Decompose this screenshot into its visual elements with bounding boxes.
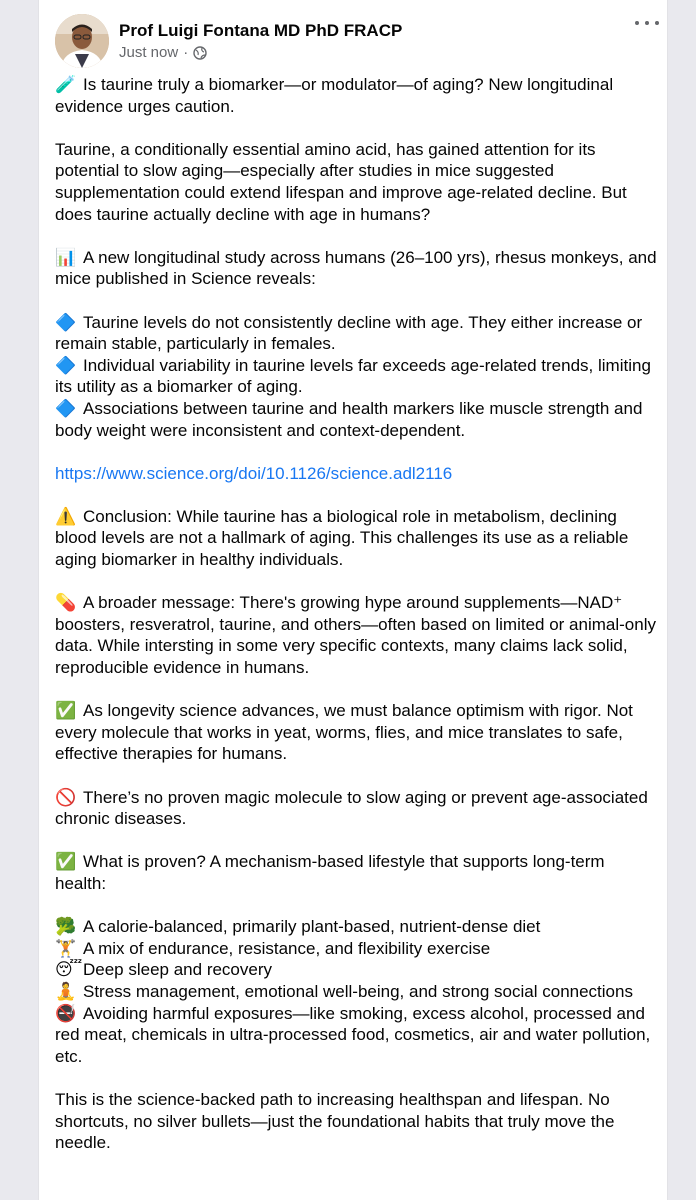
list-item: 🔷 Taurine levels do not consistently decline with age. They either increase or remain stable, particularly in females. <box>55 312 643 354</box>
conclusion-paragraph: ⚠️ Conclusion: While taurine has a biological role in metabolism, declining blood levels are not a hallmark of aging. This challenges its use as a reliable aging biomarker in healthy individuals. <box>55 506 629 570</box>
link-paragraph <box>55 463 659 485</box>
broader-paragraph: 💊 A broader message: There's growing hype around supplements—NAD⁺ boosters, resveratrol, taurine, and others—often based on limited or animal-only data. While intersting in some very specific contexts, many claims lack solid, reproducible evidence in humans. <box>55 593 656 678</box>
blue-diamond-icon: 🔷 <box>55 312 77 332</box>
warning-icon: ⚠️ <box>55 506 77 526</box>
list-item: 🏋️ A mix of endurance, resistance, and flexibility exercise <box>55 938 491 958</box>
list-item: 🔷 Individual variability in taurine levels far exceeds age-related trends, limiting its utility as a biomarker of aging. <box>55 355 651 397</box>
test-tube-icon: 🧪 <box>55 75 77 94</box>
no-smoking-icon: 🚭 <box>55 1003 77 1023</box>
check-mark-icon: ✅ <box>55 852 77 872</box>
study-text: A new longitudinal study across humans (26–100 yrs), rhesus monkeys, and mice published in Science reveals: <box>55 247 657 289</box>
avatar-image <box>55 14 109 68</box>
study-paragraph <box>55 247 659 290</box>
intro-paragraph <box>55 74 659 117</box>
prohibited-icon: 🚫 <box>55 787 77 807</box>
list-item: 🔷 Associations between taurine and health markers like muscle strength and body weight were inconsistent and context-dependent. <box>55 398 643 440</box>
list-item: 🧘 Stress management, emotional well-being, and strong social connections <box>55 981 633 1001</box>
weightlifter-icon: 🏋️ <box>55 938 77 958</box>
blue-diamond-icon: 🔷 <box>55 398 77 418</box>
broccoli-icon: 🥦 <box>55 917 77 937</box>
bar-chart-icon: 📊 <box>55 247 77 267</box>
post-meta <box>119 44 207 61</box>
list-item: 🚭 Avoiding harmful exposures—like smoking, excess alcohol, processed and red meat, chemicals in ultra-processed food, cosmetics, air and water pollution, etc. <box>55 1003 651 1066</box>
more-options-icon[interactable] <box>635 16 659 30</box>
globe-icon <box>193 46 207 60</box>
author-name[interactable]: Prof Luigi Fontana MD PhD FRACP <box>119 21 403 40</box>
avatar[interactable] <box>55 14 109 68</box>
meditation-icon: 🧘 <box>55 981 77 1001</box>
timestamp[interactable]: Just now <box>119 44 179 61</box>
list-item: 😴Deep sleep and recovery <box>55 960 273 980</box>
no-magic-paragraph: 🚫 There’s no proven magic molecule to slow aging or prevent age-associated chronic diseases. <box>55 787 648 829</box>
pill-icon: 💊 <box>55 593 77 613</box>
sleeping-face-icon: 😴 <box>55 960 83 980</box>
findings-list <box>55 312 659 442</box>
blue-diamond-icon: 🔷 <box>55 355 77 375</box>
list-item: 🥦 A calorie-balanced, primarily plant-based, nutrient-dense diet <box>55 917 541 937</box>
background-paragraph: Taurine, a conditionally essential amino acid, has gained attention for its potential to slow aging—especially after studies in mice suggested supplementation could extend lifespan and improve age-related decline. But does taurine actually decline with age in humans? <box>55 139 627 224</box>
check-mark-icon: ✅ <box>55 701 77 721</box>
separator: · <box>183 44 189 61</box>
science-article-link[interactable]: https://www.science.org/doi/10.1126/science.adl2116 <box>55 463 453 483</box>
post-card <box>38 0 668 1200</box>
rigor-paragraph: ✅ As longevity science advances, we must balance optimism with rigor. Not every molecule that works in yeat, worms, flies, and mice translates to safe, effective therapies for humans. <box>55 701 633 764</box>
post-header <box>55 14 655 68</box>
intro-text: Is taurine truly a biomarker—or modulator—of aging? New longitudinal evidence urges caution. <box>55 75 614 116</box>
proven-paragraph: ✅ What is proven? A mechanism-based lifestyle that supports long-term health: <box>55 852 605 893</box>
closing-paragraph: This is the science-backed path to increasing healthspan and lifespan. No shortcuts, no silver bullets—just the foundational habits that truly move the needle. <box>55 1089 615 1153</box>
post-body <box>55 74 659 1175</box>
lifestyle-list <box>55 916 659 1067</box>
